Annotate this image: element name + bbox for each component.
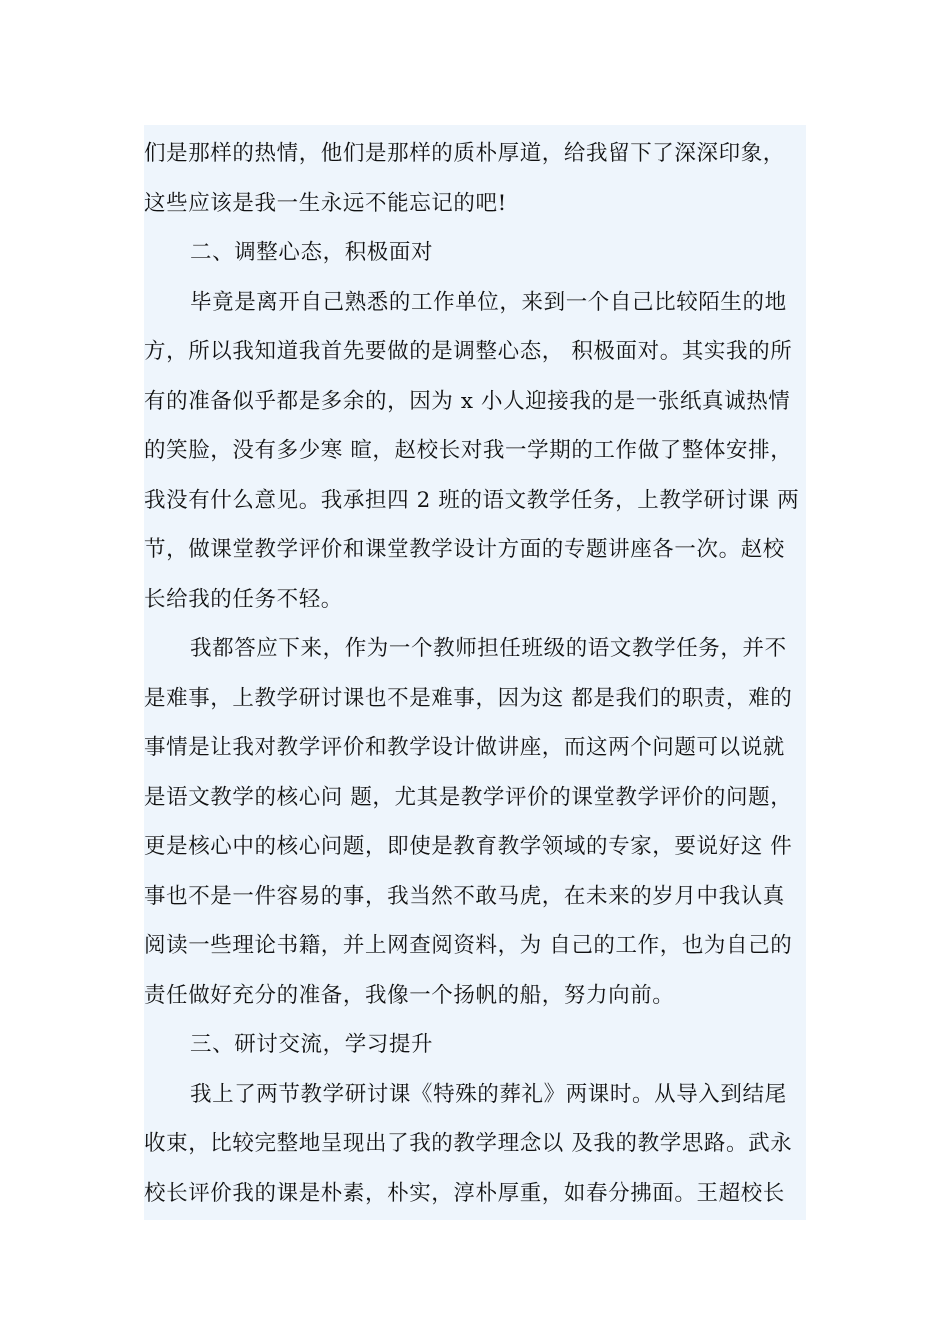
section-heading-2: 二、调整心态，积极面对 bbox=[190, 240, 434, 265]
text-line: 们是那样的热情，他们是那样的质朴厚道，给我留下了深深印象， bbox=[144, 141, 785, 166]
text-line: 事情是让我对教学评价和教学设计做讲座，而这两个问题可以说就 bbox=[144, 735, 785, 760]
text-line: 是语文教学的核心问 题，尤其是教学评价的课堂教学评价的问题， bbox=[144, 784, 793, 810]
text-line: 我上了两节教学研讨课《特殊的葬礼》两课时。从导入到结尾 bbox=[190, 1081, 787, 1107]
text-line: 是难事，上教学研讨课也不是难事，因为这 都是我们的职责，难的 bbox=[144, 685, 793, 711]
text-line: 收束，比较完整地呈现出了我的教学理念以 及我的教学思路。武永 bbox=[144, 1131, 793, 1156]
text-line: 节，做课堂教学评价和课堂教学设计方面的专题讲座各一次。赵校 bbox=[144, 537, 785, 562]
text-line: 阅读一些理论书籍，并上网查阅资料，为 自己的工作，也为自己的 bbox=[144, 933, 793, 958]
text-line: 更是核心中的核心问题，即使是教育教学领域的专家，要说好这 件 bbox=[144, 834, 793, 859]
text-line: 方，所以我知道我首先要做的是调整心态， 积极面对。其实我的所 bbox=[144, 339, 793, 364]
section-heading-3: 三、研讨交流，学习提升 bbox=[190, 1032, 434, 1057]
text-line: 的笑脸，没有多少寒 暄，赵校长对我一学期的工作做了整体安排， bbox=[144, 438, 793, 463]
text-line: 有的准备似乎都是多余的，因为 x 小人迎接我的是一张纸真诚热情 bbox=[144, 388, 791, 414]
text-line: 毕竟是离开自己熟悉的工作单位，来到一个自己比较陌生的地 bbox=[190, 289, 787, 315]
document-body bbox=[144, 125, 806, 1220]
text-line: 我没有什么意见。我承担四 2 班的语文教学任务，上教学研讨课 两 bbox=[144, 487, 800, 513]
text-line: 这些应该是我一生永远不能忘记的吧! bbox=[144, 190, 507, 216]
text-line: 长给我的任务不轻。 bbox=[144, 586, 343, 612]
text-line: 校长评价我的课是朴素，朴实，淳朴厚重，如春分拂面。王超校长 bbox=[144, 1180, 785, 1206]
text-line: 责任做好充分的准备，我像一个扬帆的船，努力向前。 bbox=[144, 982, 675, 1008]
text-line: 事也不是一件容易的事，我当然不敢马虎，在未来的岁月中我认真 bbox=[144, 883, 785, 909]
text-line: 我都答应下来，作为一个教师担任班级的语文教学任务，并不 bbox=[190, 636, 787, 661]
